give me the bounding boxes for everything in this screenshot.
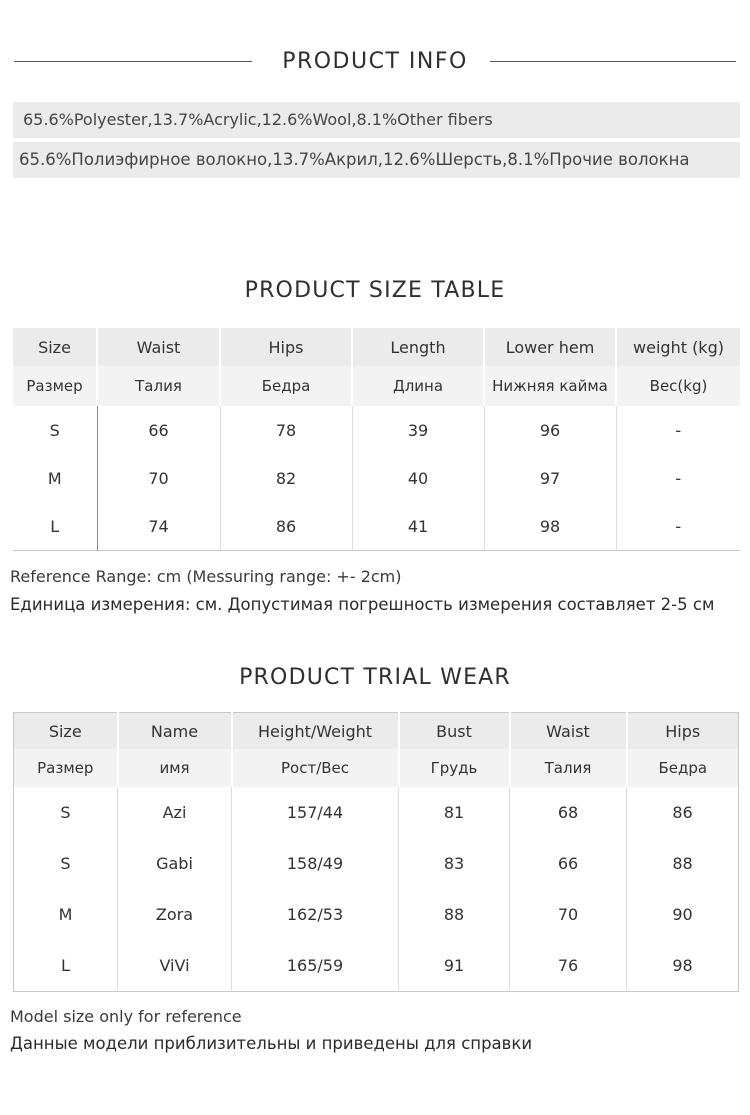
table-row bbox=[14, 889, 739, 940]
cell-hips: 98 bbox=[627, 940, 739, 992]
size-table-header-ru bbox=[13, 366, 740, 406]
cell-waist: 68 bbox=[510, 787, 627, 838]
table-row bbox=[13, 406, 740, 454]
trial-table-header-en bbox=[14, 713, 739, 750]
cell-name: ViVi bbox=[118, 940, 232, 992]
trial-note-russian: Данные модели приблизительны и приведены для справки bbox=[10, 1034, 533, 1053]
cell-hips: 86 bbox=[220, 502, 352, 551]
cell-bust: 91 bbox=[399, 940, 510, 992]
cell-size: S bbox=[13, 406, 97, 454]
cell-weight: - bbox=[616, 502, 740, 551]
cell-bust: 81 bbox=[399, 787, 510, 838]
header-height-weight-ru: Рост/Вес bbox=[232, 749, 399, 787]
cell-name: Zora bbox=[118, 889, 232, 940]
cell-length: 39 bbox=[352, 406, 484, 454]
header-lower-hem-ru: Нижняя кайма bbox=[484, 366, 616, 406]
cell-hips: 88 bbox=[627, 838, 739, 889]
composition-russian: 65.6%Полиэфирное волокно,13.7%Акрил,12.6%Шерсть,8.1%Прочие волокна bbox=[13, 142, 740, 178]
cell-height-weight: 157/44 bbox=[232, 787, 399, 838]
header-waist-ru: Талия bbox=[97, 366, 220, 406]
size-table bbox=[13, 328, 740, 551]
cell-waist: 70 bbox=[97, 454, 220, 502]
table-row bbox=[13, 502, 740, 551]
cell-size: L bbox=[61, 956, 70, 975]
header-bust: Bust bbox=[399, 713, 510, 750]
cell-waist: 74 bbox=[97, 502, 220, 551]
cell-height-weight: 158/49 bbox=[232, 838, 399, 889]
cell-name: Gabi bbox=[118, 838, 232, 889]
cell-lower-hem: 97 bbox=[484, 454, 616, 502]
header-waist-ru: Талия bbox=[510, 749, 627, 787]
header-hips-ru: Бедра bbox=[220, 366, 352, 406]
size-note-russian: Единица измерения: см. Допустимая погрешность измерения составляет 2-5 см bbox=[10, 595, 715, 614]
cell-waist: 70 bbox=[510, 889, 627, 940]
header-size-ru: Размер bbox=[14, 749, 118, 787]
cell-waist: 76 bbox=[510, 940, 627, 992]
header-length: Length bbox=[352, 328, 484, 366]
header-name-ru: имя bbox=[118, 749, 232, 787]
cell-lower-hem: 96 bbox=[484, 406, 616, 454]
size-table-header-en bbox=[13, 328, 740, 366]
trial-wear-table bbox=[13, 712, 739, 992]
header-lower-hem: Lower hem bbox=[484, 328, 616, 366]
cell-bust: 88 bbox=[399, 889, 510, 940]
cell-lower-hem: 98 bbox=[484, 502, 616, 551]
cell-size: S bbox=[60, 854, 71, 873]
size-note-english: Reference Range: cm (Messuring range: +- 2cm) bbox=[10, 567, 402, 586]
cell-weight: - bbox=[616, 406, 740, 454]
cell-name: Azi bbox=[118, 787, 232, 838]
header-waist: Waist bbox=[97, 328, 220, 366]
header-size-ru: Размер bbox=[13, 366, 97, 406]
divider-right bbox=[490, 61, 736, 62]
header-weight: weight (kg) bbox=[616, 328, 740, 366]
product-info-header bbox=[0, 40, 750, 84]
cell-hips: 90 bbox=[627, 889, 739, 940]
table-row bbox=[13, 454, 740, 502]
table-row bbox=[14, 787, 739, 838]
header-height-weight: Height/Weight bbox=[232, 713, 399, 750]
header-name: Name bbox=[118, 713, 232, 750]
header-weight-ru: Вес(kg) bbox=[616, 366, 740, 406]
cell-length: 41 bbox=[352, 502, 484, 551]
header-hips-ru: Бедра bbox=[627, 749, 739, 787]
cell-waist: 66 bbox=[97, 406, 220, 454]
cell-height-weight: 165/59 bbox=[232, 940, 399, 992]
header-bust-ru: Грудь bbox=[399, 749, 510, 787]
composition-english: 65.6%Polyester,13.7%Acrylic,12.6%Wool,8.1%Other fibers bbox=[13, 102, 740, 138]
table-row bbox=[14, 940, 739, 992]
trial-note-english: Model size only for reference bbox=[10, 1007, 242, 1026]
cell-weight: - bbox=[616, 454, 740, 502]
header-waist: Waist bbox=[510, 713, 627, 750]
trial-table-title: PRODUCT TRIAL WEAR bbox=[239, 665, 511, 690]
cell-waist: 66 bbox=[510, 838, 627, 889]
header-hips: Hips bbox=[627, 713, 739, 750]
cell-size: M bbox=[13, 454, 97, 502]
product-info-title: PRODUCT INFO bbox=[282, 49, 468, 74]
cell-bust: 83 bbox=[399, 838, 510, 889]
cell-height-weight: 162/53 bbox=[232, 889, 399, 940]
cell-hips: 82 bbox=[220, 454, 352, 502]
cell-size: M bbox=[58, 905, 73, 924]
header-length-ru: Длина bbox=[352, 366, 484, 406]
trial-table-header-ru bbox=[14, 749, 739, 787]
size-table-title: PRODUCT SIZE TABLE bbox=[244, 278, 506, 303]
table-row bbox=[14, 838, 739, 889]
cell-hips: 86 bbox=[627, 787, 739, 838]
header-hips: Hips bbox=[220, 328, 352, 366]
cell-size: L bbox=[13, 502, 97, 551]
header-size: Size bbox=[13, 328, 97, 366]
cell-length: 40 bbox=[352, 454, 484, 502]
cell-size: S bbox=[60, 803, 71, 822]
cell-hips: 78 bbox=[220, 406, 352, 454]
header-size: Size bbox=[14, 713, 118, 750]
